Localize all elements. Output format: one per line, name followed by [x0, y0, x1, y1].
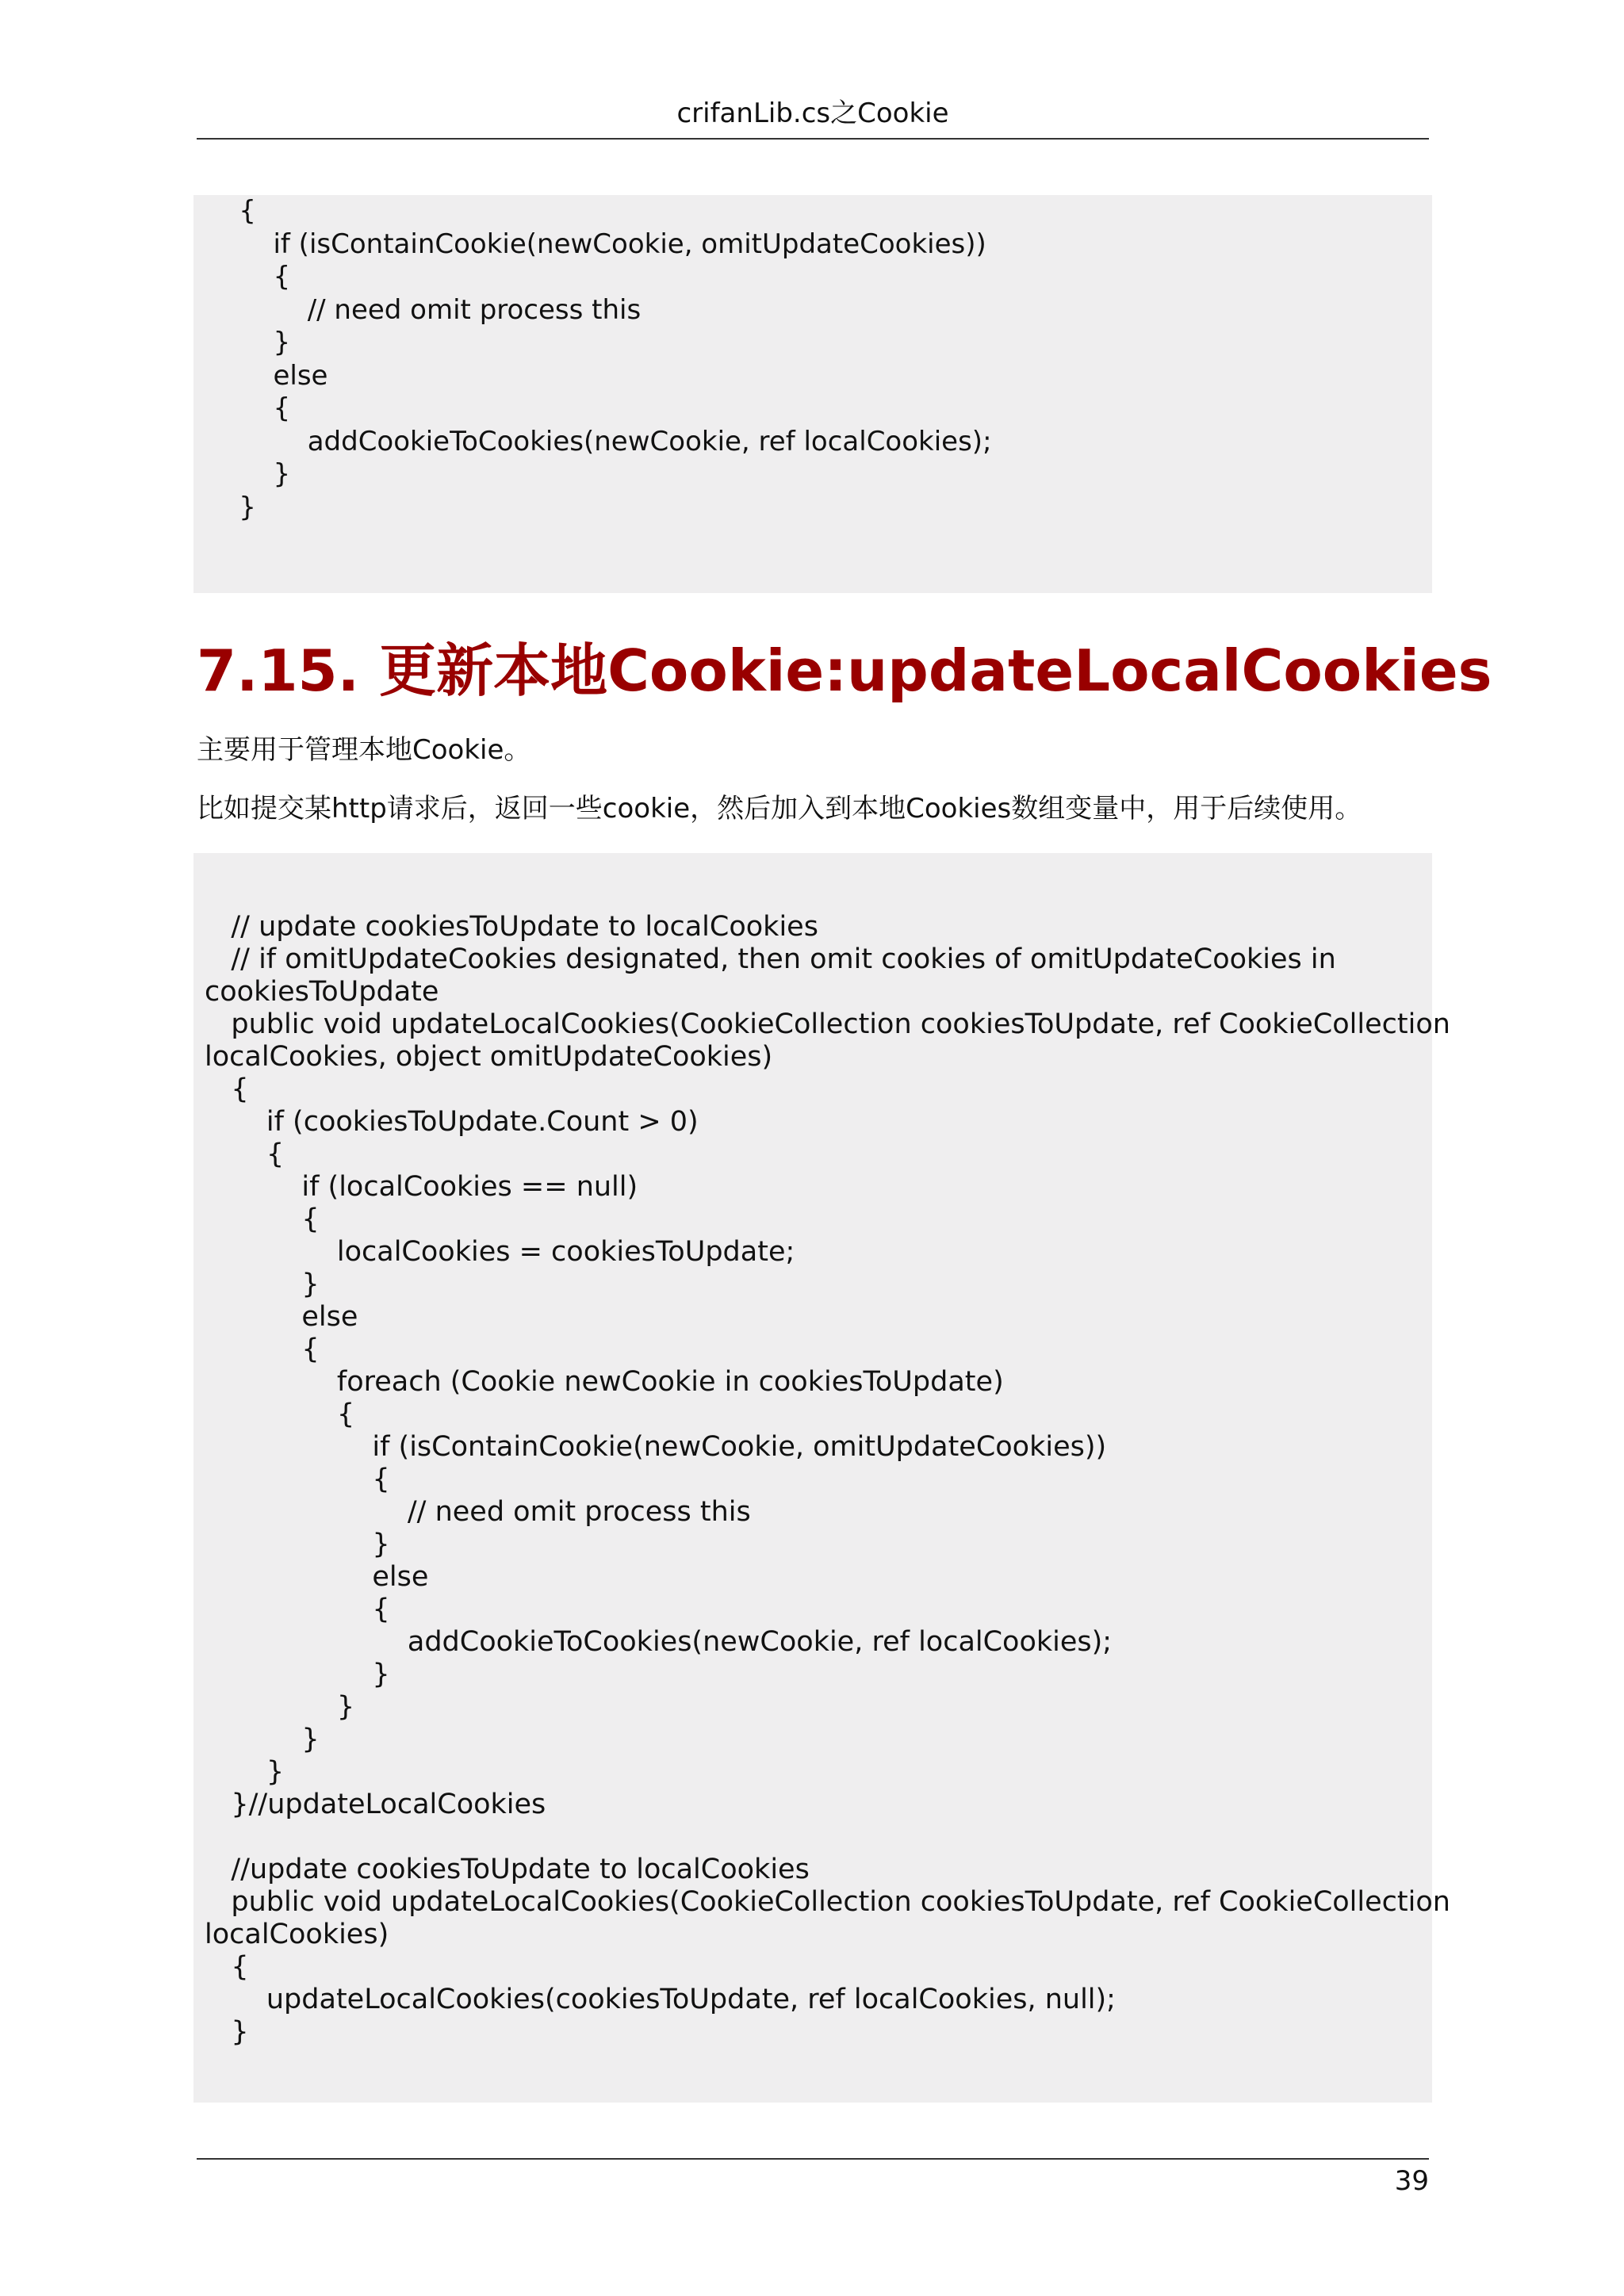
- code-line: {: [205, 1464, 390, 1495]
- code-line: }: [205, 2016, 249, 2048]
- code-line: localCookies = cookiesToUpdate;: [205, 1236, 795, 1268]
- code-block: [193, 195, 1432, 593]
- code-line: }: [205, 1724, 320, 1755]
- code-line: }: [205, 1659, 390, 1690]
- code-line: // need omit process this: [205, 293, 642, 326]
- code-line: if (isContainCookie(newCookie, omitUpdateCookies)): [205, 1431, 1107, 1463]
- paragraph: 主要用于管理本地Cookie。: [197, 734, 531, 766]
- code-line: }: [205, 1269, 320, 1300]
- code-line: else: [205, 359, 328, 392]
- code-line: // update cookiesToUpdate to localCookies: [205, 911, 818, 943]
- code-line: }: [205, 1529, 390, 1560]
- code-line: // if omitUpdateCookies designated, then omit cookies of omitUpdateCookies in: [205, 943, 1336, 975]
- code-line: if (cookiesToUpdate.Count > 0): [205, 1106, 699, 1138]
- code-line: public void updateLocalCookies(CookieCollection cookiesToUpdate, ref CookieCollection: [205, 1008, 1450, 1040]
- code-line: localCookies): [205, 1919, 389, 1950]
- code-line: }: [205, 458, 291, 490]
- footer-rule: [197, 2158, 1429, 2160]
- header-title: crifanLib.cs之Cookie: [676, 98, 949, 129]
- code-line: public void updateLocalCookies(CookieCollection cookiesToUpdate, ref CookieCollection: [205, 1886, 1450, 1918]
- code-line: else: [205, 1561, 429, 1593]
- code-line: {: [205, 392, 291, 424]
- code-line: }//updateLocalCookies: [205, 1789, 546, 1820]
- code-line: }: [205, 1756, 285, 1788]
- page-number: 39: [1394, 2165, 1429, 2197]
- code-line: {: [205, 1138, 285, 1170]
- code-line: // need omit process this: [205, 1496, 751, 1528]
- code-line: foreach (Cookie newCookie in cookiesToUpdate): [205, 1366, 1004, 1398]
- code-line: {: [205, 1951, 249, 1983]
- code-line: {: [205, 261, 291, 293]
- code-line: {: [205, 195, 256, 227]
- code-line: updateLocalCookies(cookiesToUpdate, ref localCookies, null);: [205, 1984, 1116, 2015]
- paragraph: 比如提交某http请求后，返回一些cookie，然后加入到本地Cookies数组变量中，用于后续使用。: [197, 793, 1362, 825]
- code-line: addCookieToCookies(newCookie, ref localCookies);: [205, 425, 992, 457]
- code-line: {: [205, 1203, 320, 1235]
- code-line: }: [205, 327, 291, 358]
- code-line: if (localCookies == null): [205, 1171, 638, 1203]
- code-line: }: [205, 491, 256, 523]
- code-line: addCookieToCookies(newCookie, ref localCookies);: [205, 1626, 1113, 1658]
- code-line: //update cookiesToUpdate to localCookies: [205, 1854, 810, 1885]
- section-heading: 7.15. 更新本地Cookie:updateLocalCookies: [197, 637, 1492, 704]
- code-line: }: [205, 1691, 355, 1723]
- page-header: [197, 94, 1429, 140]
- code-line: {: [205, 1073, 249, 1105]
- code-block: [193, 853, 1450, 2103]
- code-line: {: [205, 1594, 390, 1625]
- code-line: if (isContainCookie(newCookie, omitUpdateCookies)): [205, 228, 986, 260]
- code-line: {: [205, 1334, 320, 1365]
- code-line: localCookies, object omitUpdateCookies): [205, 1041, 773, 1073]
- code-line: {: [205, 1399, 355, 1430]
- code-line: cookiesToUpdate: [205, 976, 439, 1008]
- code-line: else: [205, 1301, 358, 1333]
